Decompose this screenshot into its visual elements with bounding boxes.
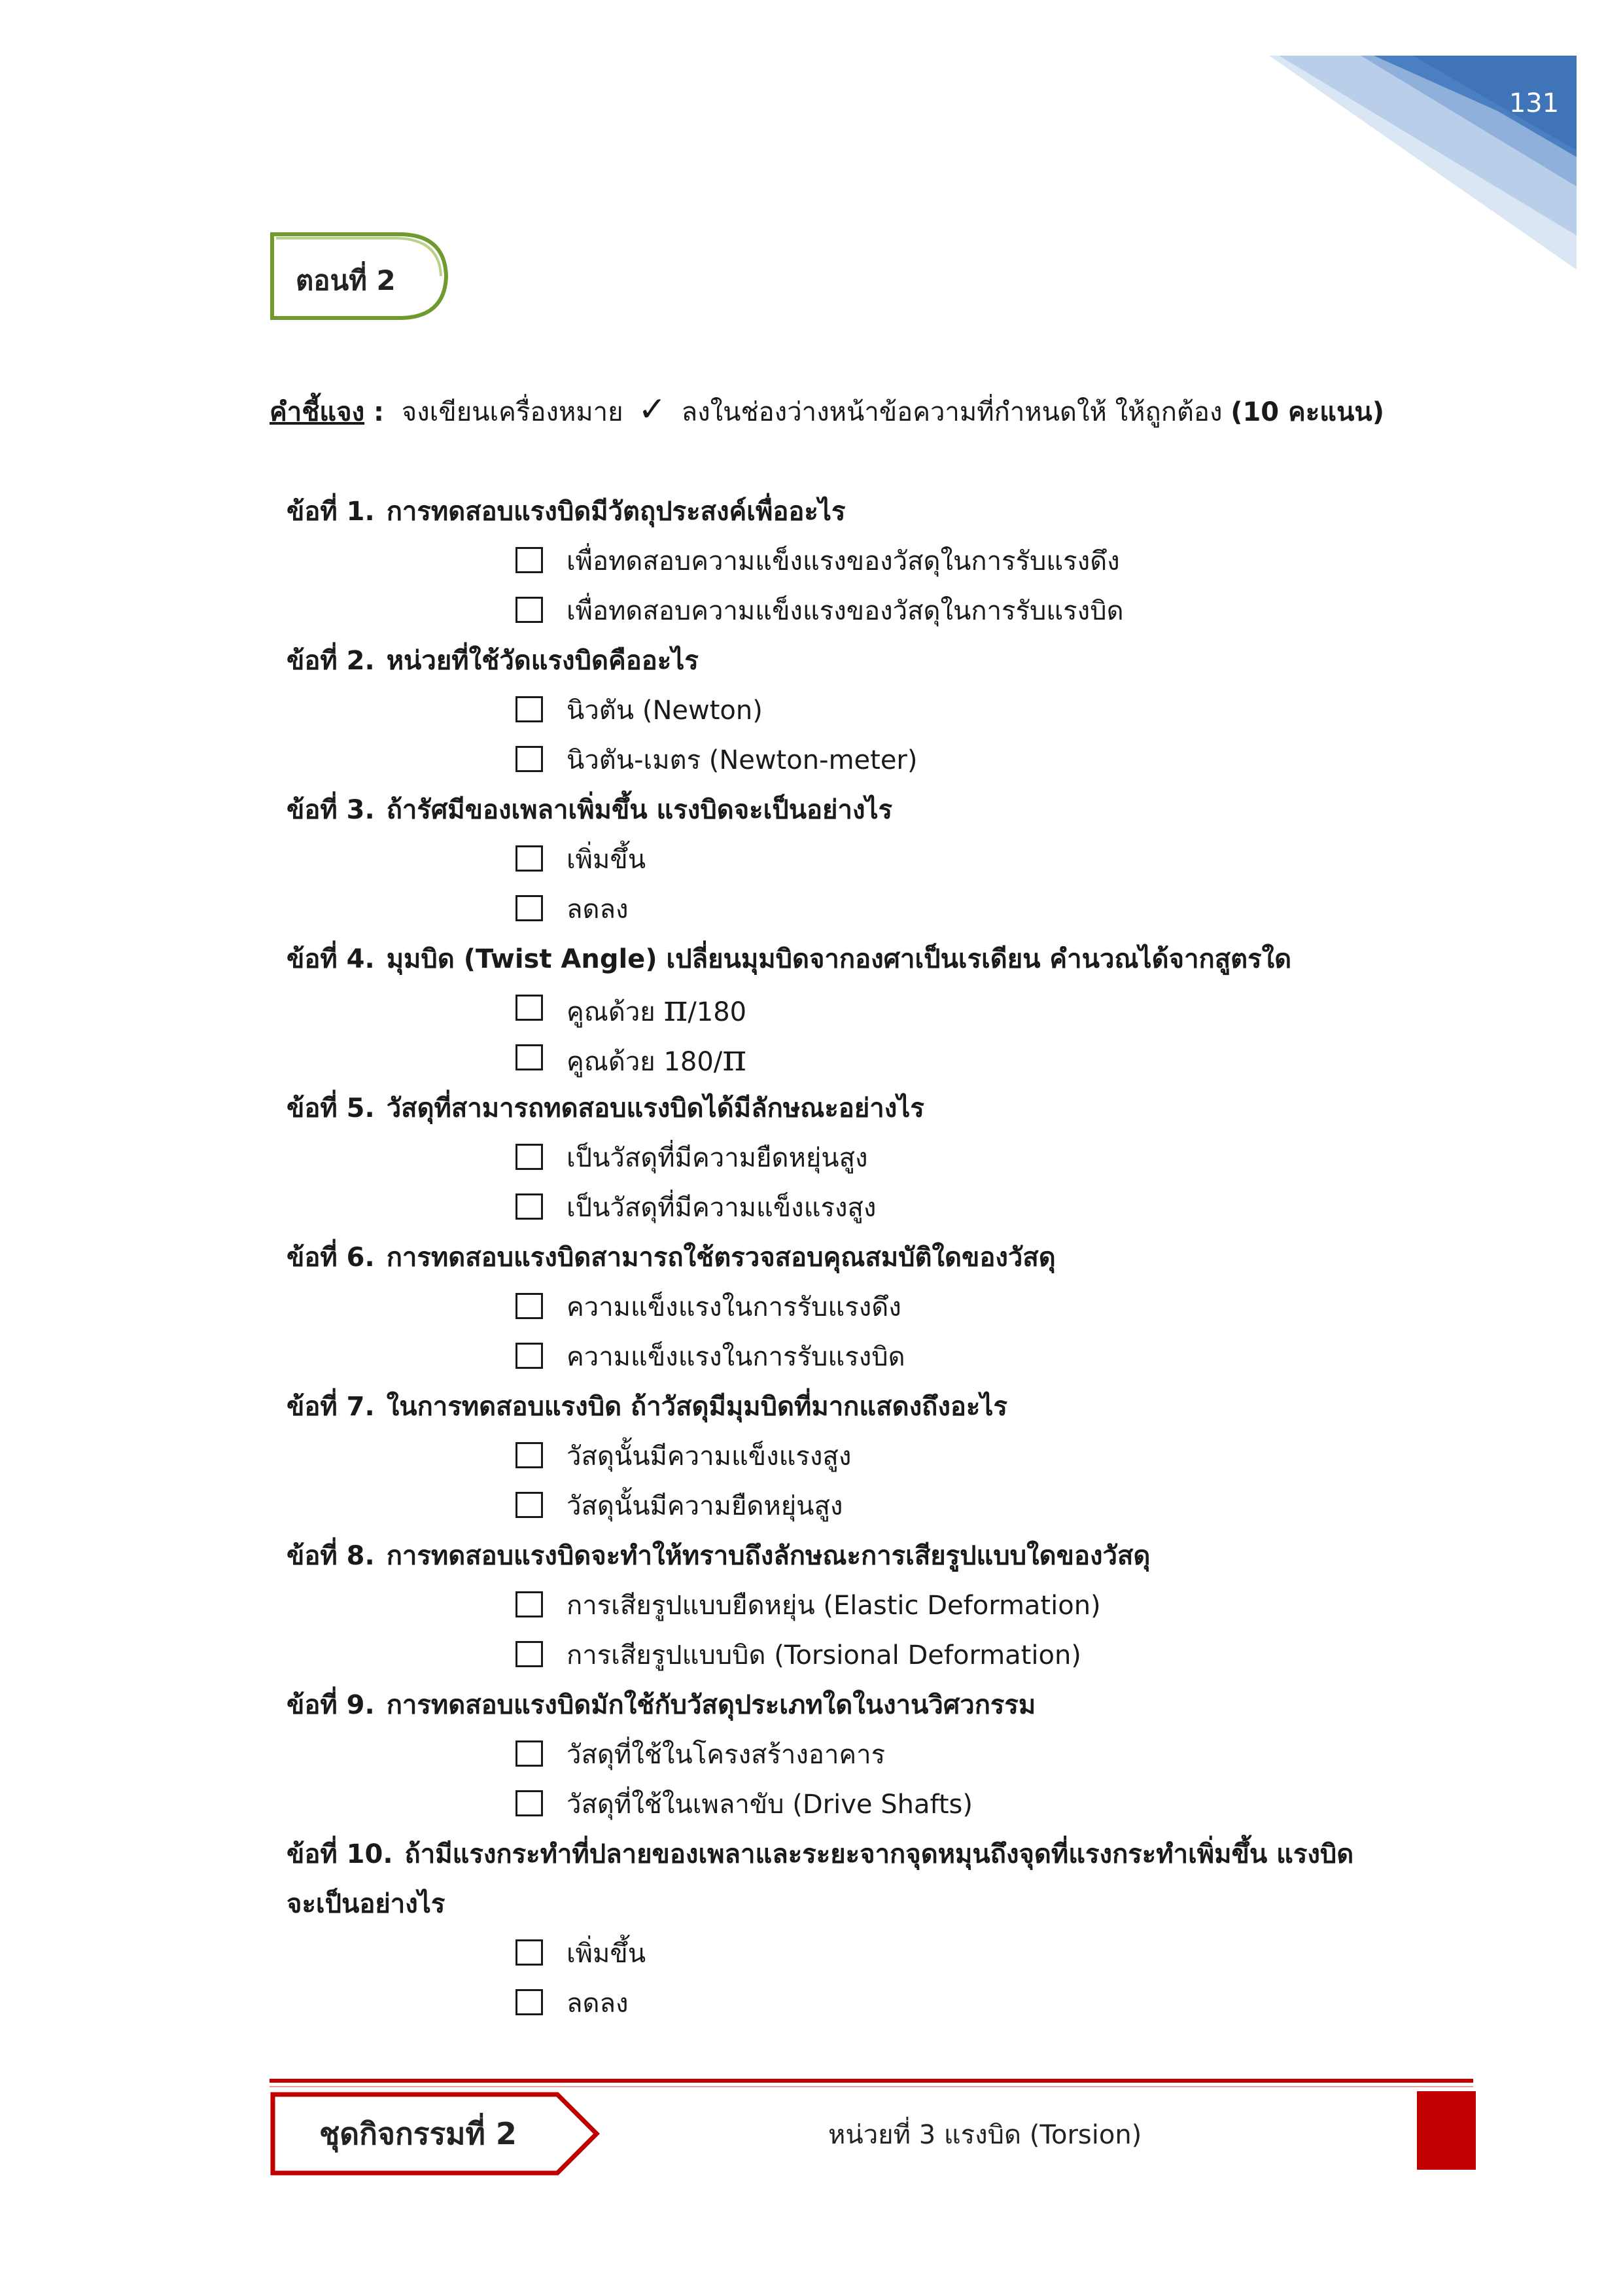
option-text: ลดลง (567, 894, 629, 925)
question-7 (287, 1382, 1464, 1432)
question-10-option-2 (287, 1979, 1464, 2028)
answer-checkbox[interactable] (515, 746, 543, 772)
option-text (567, 1034, 746, 1087)
question-number: ข้อที่ 1. (287, 497, 375, 527)
answer-checkbox[interactable] (515, 1740, 543, 1767)
question-5-option-1 (287, 1133, 1464, 1183)
answer-checkbox[interactable] (515, 696, 543, 722)
question-text: การทดสอบแรงบิดมักใช้กับวัสดุประเภทใดในงานวิศวกรรม (386, 1690, 1036, 1720)
instruction-label: คำชี้แจง (270, 397, 365, 427)
question-2-option-2 (287, 735, 1464, 785)
question-number: ข้อที่ 7. (287, 1392, 375, 1422)
question-text: การทดสอบแรงบิดจะทำให้ทราบถึงลักษณะการเสียรูปแบบใดของวัสดุ (386, 1541, 1151, 1571)
question-9-option-2 (287, 1780, 1464, 1829)
question-list (287, 487, 1464, 2028)
answer-checkbox[interactable] (515, 1293, 543, 1319)
answer-checkbox[interactable] (515, 1790, 543, 1816)
question-number: ข้อที่ 9. (287, 1690, 375, 1720)
section-label: ตอนที่ 2 (296, 264, 396, 296)
question-2 (287, 636, 1464, 686)
answer-checkbox[interactable] (515, 845, 543, 872)
question-number: ข้อที่ 6. (287, 1243, 375, 1273)
option-text: ความแข็งแรงในการรับแรงบิด (567, 1342, 905, 1372)
option-text (567, 984, 746, 1037)
footer-red-block (1417, 2091, 1476, 2170)
option-text: ความแข็งแรงในการรับแรงดึง (567, 1292, 901, 1322)
question-9 (287, 1680, 1464, 1730)
instruction-text-after: ลงในช่องว่างหน้าข้อความที่กำหนดให้ ให้ถูกต้อง (681, 397, 1223, 427)
option-text: เป็นวัสดุที่มีความยืดหยุ่นสูง (567, 1143, 868, 1173)
question-7-option-1 (287, 1432, 1464, 1481)
question-8-option-1 (287, 1581, 1464, 1631)
option-text: วัสดุที่ใช้ในเพลาขับ (Drive Shafts) (567, 1790, 973, 1820)
answer-checkbox[interactable] (515, 1193, 543, 1220)
answer-checkbox[interactable] (515, 1144, 543, 1170)
option-text: เพื่อทดสอบความแข็งแรงของวัสดุในการรับแรงบิด (567, 596, 1124, 626)
option-text: วัสดุนั้นมีความแข็งแรงสูง (567, 1441, 852, 1472)
question-number: ข้อที่ 4. (287, 944, 375, 974)
footer-divider (270, 2079, 1473, 2083)
answer-checkbox[interactable] (515, 995, 543, 1021)
question-6-option-1 (287, 1282, 1464, 1332)
question-10-option-1 (287, 1929, 1464, 1979)
question-1-option-1 (287, 537, 1464, 586)
question-3-option-2 (287, 885, 1464, 934)
answer-checkbox[interactable] (515, 1641, 543, 1667)
answer-checkbox[interactable] (515, 1492, 543, 1518)
instruction-text-before: จงเขียนเครื่องหมาย (401, 397, 623, 427)
footer-unit-label: หน่วยที่ 3 แรงบิด (Torsion) (828, 2120, 1142, 2150)
question-5 (287, 1084, 1464, 1133)
question-7-option-2 (287, 1481, 1464, 1531)
question-number: ข้อที่ 10. (287, 1839, 393, 1869)
page-number: 131 (1509, 88, 1560, 118)
question-6-option-2 (287, 1332, 1464, 1382)
question-4-option-1 (287, 984, 1464, 1034)
question-text: การทดสอบแรงบิดสามารถใช้ตรวจสอบคุณสมบัติใดของวัสดุ (386, 1243, 1056, 1273)
pi-symbol: π (722, 1037, 747, 1080)
question-2-option-1 (287, 686, 1464, 735)
answer-checkbox[interactable] (515, 547, 543, 573)
question-1-option-2 (287, 586, 1464, 636)
question-text: วัสดุที่สามารถทดสอบแรงบิดได้มีลักษณะอย่างไร (386, 1093, 924, 1123)
question-number: ข้อที่ 8. (287, 1541, 375, 1571)
answer-checkbox[interactable] (515, 597, 543, 623)
question-3 (287, 785, 1464, 835)
instruction-separator: : (364, 397, 393, 427)
option-text: วัสดุที่ใช้ในโครงสร้างอาคาร (567, 1740, 886, 1770)
question-text: ถ้ามีแรงกระทำที่ปลายของเพลาและระยะจากจุดหมุนถึงจุดที่แรงกระทำเพิ่มขึ้น แรงบิด (404, 1839, 1354, 1869)
question-text: การทดสอบแรงบิดมีวัตถุประสงค์เพื่ออะไร (386, 497, 846, 527)
answer-checkbox[interactable] (515, 1044, 543, 1070)
option-text: นิวตัน (Newton) (567, 696, 763, 726)
instruction (270, 390, 1512, 433)
answer-checkbox[interactable] (515, 895, 543, 921)
question-10-continuation: จะเป็นอย่างไร (287, 1889, 445, 1919)
answer-checkbox[interactable] (515, 1939, 543, 1966)
question-text: หน่วยที่ใช้วัดแรงบิดคืออะไร (386, 646, 699, 676)
option-text: เป็นวัสดุที่มีความแข็งแรงสูง (567, 1193, 877, 1223)
check-mark-icon: ✓ (638, 390, 667, 429)
option-text: วัสดุนั้นมีความยืดหยุ่นสูง (567, 1491, 843, 1521)
question-9-option-1 (287, 1730, 1464, 1780)
question-6 (287, 1233, 1464, 1282)
option-text: เพื่อทดสอบความแข็งแรงของวัสดุในการรับแรงดึง (567, 546, 1120, 576)
question-number: ข้อที่ 2. (287, 646, 375, 676)
question-number: ข้อที่ 3. (287, 795, 375, 825)
question-text: ถ้ารัศมีของเพลาเพิ่มขึ้น แรงบิดจะเป็นอย่างไร (386, 795, 893, 825)
instruction-score: (10 คะแนน) (1230, 397, 1385, 427)
answer-checkbox[interactable] (515, 1591, 543, 1617)
footer-activity-label: ชุดกิจกรรมที่ 2 (319, 2116, 517, 2151)
option-text: นิวตัน-เมตร (Newton-meter) (567, 745, 918, 775)
footer-divider-thin (270, 2086, 1473, 2087)
option-text: การเสียรูปแบบยืดหยุ่น (Elastic Deformation) (567, 1591, 1101, 1621)
question-10 (287, 1829, 1464, 1879)
option-text: การเสียรูปแบบบิด (Torsional Deformation) (567, 1640, 1081, 1670)
option-text: ลดลง (567, 1988, 629, 2019)
question-text: มุมบิด (Twist Angle) เปลี่ยนมุมบิดจากองศาเป็นเรเดียน คำนวณได้จากสูตรใด (386, 944, 1292, 974)
question-3-option-1 (287, 835, 1464, 885)
corner-decoration (0, 0, 1623, 301)
option-text: เพิ่มขึ้น (567, 1939, 646, 1969)
answer-checkbox[interactable] (515, 1442, 543, 1468)
option-text: เพิ่มขึ้น (567, 845, 646, 875)
question-number: ข้อที่ 5. (287, 1093, 375, 1123)
option-prefix: คูณด้วย (567, 997, 664, 1027)
question-1 (287, 487, 1464, 537)
option-prefix: คูณด้วย 180/ (567, 1047, 723, 1077)
pi-symbol: π (663, 987, 688, 1030)
question-8 (287, 1531, 1464, 1581)
question-text: ในการทดสอบแรงบิด ถ้าวัสดุมีมุมบิดที่มากแสดงถึงอะไร (386, 1392, 1007, 1422)
question-8-option-2 (287, 1631, 1464, 1680)
answer-checkbox[interactable] (515, 1343, 543, 1369)
question-4-option-2 (287, 1034, 1464, 1084)
option-suffix: /180 (688, 997, 747, 1027)
question-4 (287, 934, 1464, 984)
answer-checkbox[interactable] (515, 1989, 543, 2015)
question-5-option-2 (287, 1183, 1464, 1233)
